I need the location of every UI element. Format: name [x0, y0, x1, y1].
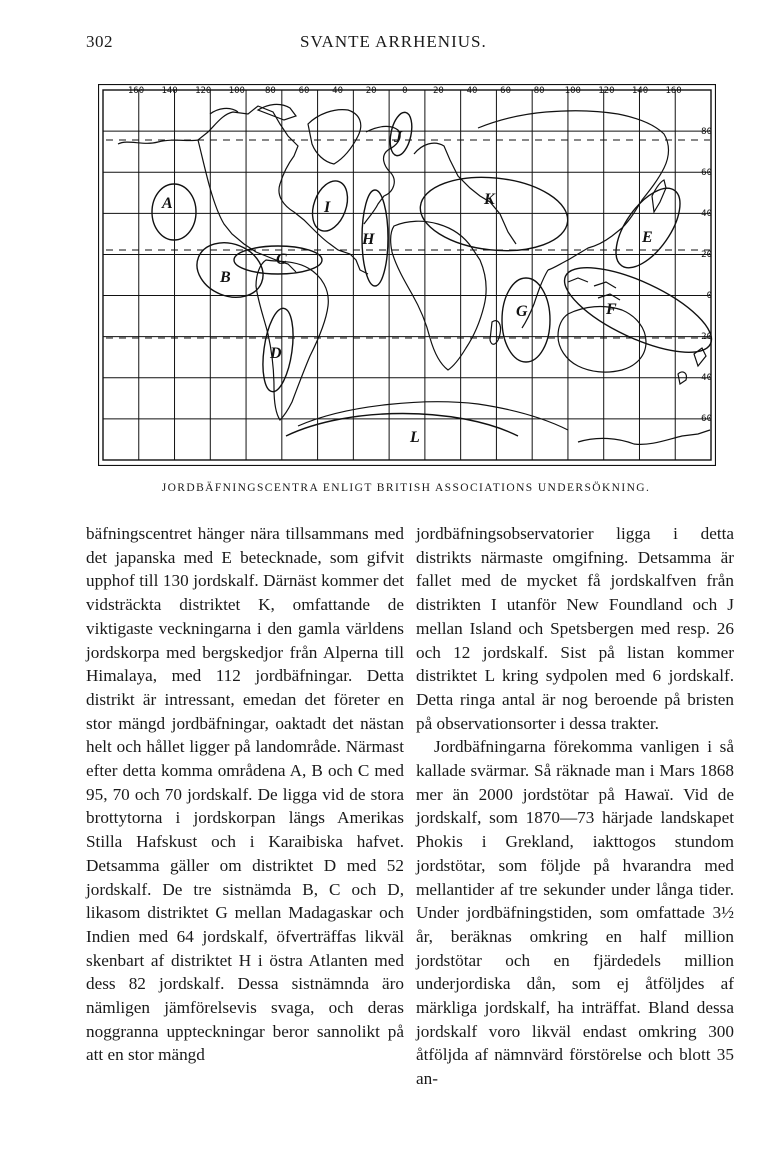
map-frame	[99, 85, 716, 466]
longitude-label: 20	[432, 86, 444, 96]
district-label-g: G	[516, 303, 528, 320]
district-a-outline	[152, 184, 196, 240]
longitude-label: 20	[365, 86, 377, 96]
longitude-label: 60	[500, 86, 512, 96]
paragraph: bäfningscentret hänger nära tillsammans med det japanska med E betecknade, som gifvit upphof till 130 jordskalf. Därnäst kommer det vidsträckta distriktet K, omfattande de viktigaste veckningarna i den gamla världens jordskorpa med bergskedjor från Alperna till Himalaya, med 112 jordbäfningar. Detta distrikt är intressant, emedan det företer en stor mängd jordbäfningar, oaktadt det nästan helt och hållet ligger på landområde. Närmast efter detta komma områdena A, B och C med 95, 70 och 70 jordskalf. De ligga vid de stora brottytorna i jordskorpan längs Amerikas Stilla Hafskust och i Karaibiska hafvet. Detsamma gäller om distriktet D med 52 jordskalf. De tre sistnämda B, C och D, likasom distriktet G mellan Madagaskar och Indien med 64 jordskalf, öfverträffas likväl skenbart af distriktet H i östra Atlanten med dess 82 jordskalf. Dessa sistnämnda äro nämligen jämförelsevis svaga, och deras noggranna uppteckningar beror sannolikt på att en stor mängd	[86, 524, 404, 1065]
district-label-l: L	[410, 429, 420, 446]
figure-caption: JORDBÄFNINGSCENTRA ENLIGT BRITISH ASSOCIATIONS UNDERSÖKNING.	[161, 482, 651, 494]
district-l-outline	[286, 414, 518, 437]
longitude-label: 0	[402, 86, 408, 96]
latitude-label: 60	[701, 414, 712, 424]
district-label-e: E	[642, 229, 653, 246]
longitude-label: 40	[332, 86, 344, 96]
district-label-h: H	[362, 231, 375, 248]
longitude-label: 160	[127, 86, 145, 96]
district-label-d: D	[270, 345, 282, 362]
longitude-label: 100	[564, 86, 581, 96]
district-label-j: J	[394, 129, 402, 146]
latitude-label: 80	[701, 127, 712, 137]
paragraph: Jordbäfningarna förekomma vanligen i så kallade svärmar. Så räknade man i Mars 1868 mer än 2000 jordstötar på Hawaï. Vid de jordskalf, som 1870—73 härjade landskapet Phokis i Grekland, iakttogos stundom jordstötar, som följde på hvarandra med mellantider af tre sekunder under långa tider. Under jordbäfningstiden, som omfattade 3½ år, beräknas omkring en half million jordstötar och en fjärdedels million underjordiska dån, som ej åtföljdes af märkliga jordskalf, ha inträffat. Bland dessa jordskalf voro likväl endast omkring 300 åtföljda af nämnvärd förstörelse och blott 35 an-	[416, 737, 734, 1089]
longitude-label: 40	[466, 86, 478, 96]
text-column-right	[416, 522, 734, 1091]
district-k-outline	[417, 170, 572, 257]
district-outlines	[152, 110, 716, 436]
tropic-lines	[106, 140, 710, 338]
latitude-label: 40	[701, 373, 712, 383]
longitude-label: 60	[298, 86, 310, 96]
longitude-label: 80	[264, 86, 276, 96]
page-number: 302	[86, 32, 113, 51]
district-g-outline	[502, 278, 550, 362]
longitude-label: 120	[195, 86, 212, 96]
running-title: SVANTE ARRHENIUS.	[300, 32, 487, 51]
earthquake-centers-map	[98, 84, 716, 466]
longitude-label: 160	[665, 86, 682, 96]
coastlines	[118, 104, 710, 444]
district-label-b: B	[220, 269, 231, 286]
longitude-label: 140	[631, 86, 649, 96]
longitude-label: 120	[598, 86, 615, 96]
text-column-left	[86, 522, 404, 1067]
latitude-label: 40	[701, 209, 712, 219]
longitude-label: 100	[228, 86, 245, 96]
latitude-label: 0	[706, 291, 712, 301]
district-label-a: A	[162, 195, 173, 212]
latitude-label: 20	[701, 332, 712, 342]
latitude-label: 20	[701, 250, 712, 260]
longitude-label: 140	[161, 86, 178, 96]
latitude-label: 60	[701, 168, 712, 178]
district-label-f: F	[606, 301, 617, 318]
district-label-k: K	[484, 191, 495, 208]
district-label-c: C	[276, 251, 287, 268]
longitude-label: 80	[533, 86, 545, 96]
district-label-i: I	[324, 199, 331, 216]
paragraph: jordbäfningsobservatorier ligga i detta distrikts närmaste omgifning. Detsamma är fallet med de mycket få jordskalfven från distrikten I utanför New Foundland och J mellan Island och Spetsbergen med resp. 26 och 12 jordskalf. Sist på listan kommer distriktet L kring sydpolen med 6 jordskalf. Detta ringa antal är nog beroende på bristen på observationsorter i dessa trakter.	[416, 524, 734, 733]
